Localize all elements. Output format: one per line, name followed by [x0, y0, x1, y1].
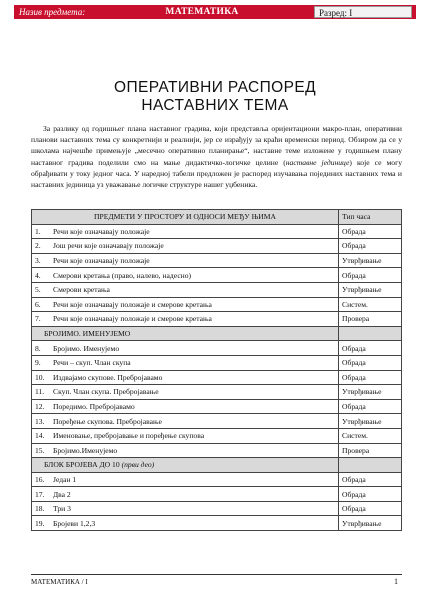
- section-title: БРОЈИМО. ИМЕНУЈЕМО: [44, 329, 131, 339]
- lesson-number: 2.: [35, 241, 41, 251]
- footer-subject: МАТЕМАТИКА / I: [31, 578, 88, 586]
- section-title: БЛОК БРОЈЕВА ДО 10: [44, 460, 120, 470]
- lesson-cell: [32, 501, 339, 516]
- lesson-name: Још речи које означавају положаје: [53, 241, 164, 251]
- lesson-cell: [32, 268, 339, 283]
- table-row: [32, 443, 402, 458]
- lesson-number: 5.: [35, 285, 41, 295]
- table-row: [32, 501, 402, 516]
- table-row: [32, 224, 402, 239]
- table-row: [32, 414, 402, 429]
- schedule-table: [31, 209, 402, 531]
- lesson-type: Обрада: [339, 370, 402, 385]
- lesson-name: Два 2: [53, 489, 71, 499]
- section-heading: ПРЕДМЕТИ У ПРОСТОРУ И ОДНОСИ МЕЂУ ЊИМА: [32, 210, 339, 225]
- lesson-type: Обрада: [339, 239, 402, 254]
- lesson-number: 13.: [35, 416, 45, 426]
- table-row: [32, 341, 402, 356]
- lesson-type: Обрада: [339, 355, 402, 370]
- lesson-type: Обрада: [339, 399, 402, 414]
- lesson-cell: [32, 224, 339, 239]
- lesson-name: Бројеви 1,2,3: [53, 518, 96, 528]
- intro-part-2: ) које се могу обрађивати у току једног часа. У наредној табели предложен је распоред изучавања појединих наставних тема и наставних јединица уз уважавање логичке структуре нашег уџбеника.: [31, 157, 402, 190]
- lesson-number: 4.: [35, 270, 41, 280]
- lesson-type: Обрада: [339, 487, 402, 502]
- table-row: [32, 472, 402, 487]
- table-row: [32, 370, 402, 385]
- table-row: [32, 487, 402, 502]
- section-type-cell: [339, 458, 402, 473]
- lesson-cell: [32, 253, 339, 268]
- table-row: [32, 239, 402, 254]
- lesson-type: Систем.: [339, 297, 402, 312]
- lesson-cell: [32, 399, 339, 414]
- lesson-name: Један 1: [53, 474, 77, 484]
- section-title-cell: [32, 458, 339, 473]
- page-title-line-1: ОПЕРАТИВНИ РАСПОРЕД: [113, 79, 317, 96]
- lesson-name: Смерови кретања: [53, 285, 110, 295]
- intro-italic: наставне јединице: [285, 157, 350, 167]
- section-type-cell: [339, 326, 402, 341]
- lesson-cell: [32, 312, 339, 327]
- table-row: [32, 253, 402, 268]
- lesson-number: 1.: [35, 226, 41, 236]
- section-title-cell: [32, 326, 339, 341]
- lesson-name: Речи које означавају положаје и смерове кретања: [53, 314, 212, 324]
- lesson-name: Издвајамо скупове. Пребројавамо: [53, 372, 163, 382]
- intro-part-1: За разлику од годишњег плана наставног градива, који представља оријентациони макро-план, оперативни планови наставних тема су конкретнији и реалнији, јер се израђују за краћи временски период. Обзиром да се у школама најчешће примењује „месечно оперативно планирање“, наставне теме изложене у годишњем плану наставног градива поделили смо на мање дидактичко-логичке целине (: [31, 124, 402, 167]
- lesson-type: Обрада: [339, 472, 402, 487]
- lesson-cell: [32, 297, 339, 312]
- lesson-name: Бројимо.Именујемо: [53, 445, 118, 455]
- lesson-number: 15.: [35, 445, 45, 455]
- lesson-name: Речи – скуп. Члан скупа: [53, 358, 131, 368]
- lesson-type: Утврђивање: [339, 282, 402, 297]
- lesson-cell: [32, 355, 339, 370]
- lesson-number: 3.: [35, 256, 41, 266]
- lesson-cell: [32, 385, 339, 400]
- table-row: [32, 282, 402, 297]
- lesson-number: 19.: [35, 518, 45, 528]
- lesson-cell: [32, 487, 339, 502]
- lesson-cell: [32, 414, 339, 429]
- subject-name: МАТЕМАТИКА: [165, 7, 239, 17]
- lesson-type: Обрада: [339, 501, 402, 516]
- lesson-number: 16.: [35, 474, 45, 484]
- lesson-name: Речи које означавају положаје и смерове кретања: [53, 299, 212, 309]
- footer-rule: [31, 574, 402, 575]
- lesson-number: 6.: [35, 299, 41, 309]
- lesson-number: 17.: [35, 489, 45, 499]
- lesson-name: Скуп. Члан скупа. Пребројавање: [53, 387, 159, 397]
- lesson-cell: [32, 370, 339, 385]
- lesson-type: Обрада: [339, 224, 402, 239]
- lesson-name: Именовање, пребројавање и поређење скупова: [53, 431, 205, 441]
- intro-paragraph: [31, 123, 402, 190]
- table-row: [32, 268, 402, 283]
- lesson-cell: [32, 239, 339, 254]
- lesson-name: Поредимо. Пребројавамо: [53, 402, 135, 412]
- table-row: [32, 399, 402, 414]
- lesson-cell: [32, 428, 339, 443]
- column-heading-type: Тип часа: [339, 210, 402, 225]
- lesson-name: Поређење скупова. Пребројавање: [53, 416, 162, 426]
- lesson-type: Утврђивање: [339, 414, 402, 429]
- lesson-cell: [32, 472, 339, 487]
- section-row: [32, 458, 402, 473]
- section-note: (први део): [121, 460, 155, 470]
- lesson-name: Бројимо. Именујемо: [53, 343, 120, 353]
- lesson-number: 11.: [35, 387, 45, 397]
- lesson-cell: [32, 443, 339, 458]
- lesson-number: 10.: [35, 372, 45, 382]
- lesson-type: Утврђивање: [339, 385, 402, 400]
- table-row: [32, 516, 402, 531]
- lesson-type: Обрада: [339, 341, 402, 356]
- lesson-cell: [32, 341, 339, 356]
- subject-label: Назив предмета:: [19, 7, 86, 17]
- lesson-number: 8.: [35, 343, 41, 353]
- lesson-type: Обрада: [339, 268, 402, 283]
- lesson-name: Смерови кретања (право, налево, надесно): [53, 270, 192, 280]
- header-bar: [14, 5, 416, 19]
- table-row: [32, 297, 402, 312]
- lesson-number: 7.: [35, 314, 41, 324]
- lesson-type: Провера: [339, 312, 402, 327]
- grade-box: Разред: I: [314, 6, 412, 18]
- lesson-number: 9.: [35, 358, 41, 368]
- table-row: [32, 312, 402, 327]
- lesson-cell: [32, 282, 339, 297]
- table-header-row: [32, 210, 402, 225]
- lesson-name: Речи које означавају положаје: [53, 256, 150, 266]
- table-row: [32, 428, 402, 443]
- lesson-name: Три 3: [53, 504, 71, 514]
- lesson-name: Речи које означавају положаје: [53, 226, 150, 236]
- lesson-cell: [32, 516, 339, 531]
- section-row: [32, 326, 402, 341]
- lesson-type: Систем.: [339, 428, 402, 443]
- lesson-type: Провера: [339, 443, 402, 458]
- lesson-number: 14.: [35, 431, 45, 441]
- table-row: [32, 385, 402, 400]
- lesson-number: 12.: [35, 402, 45, 412]
- page-title-line-2: НАСТАВНИХ ТЕМА: [141, 97, 289, 114]
- lesson-number: 18.: [35, 504, 45, 514]
- lesson-type: Утврђивање: [339, 253, 402, 268]
- page-number: 1: [394, 577, 398, 586]
- table-row: [32, 355, 402, 370]
- lesson-type: Утврђивање: [339, 516, 402, 531]
